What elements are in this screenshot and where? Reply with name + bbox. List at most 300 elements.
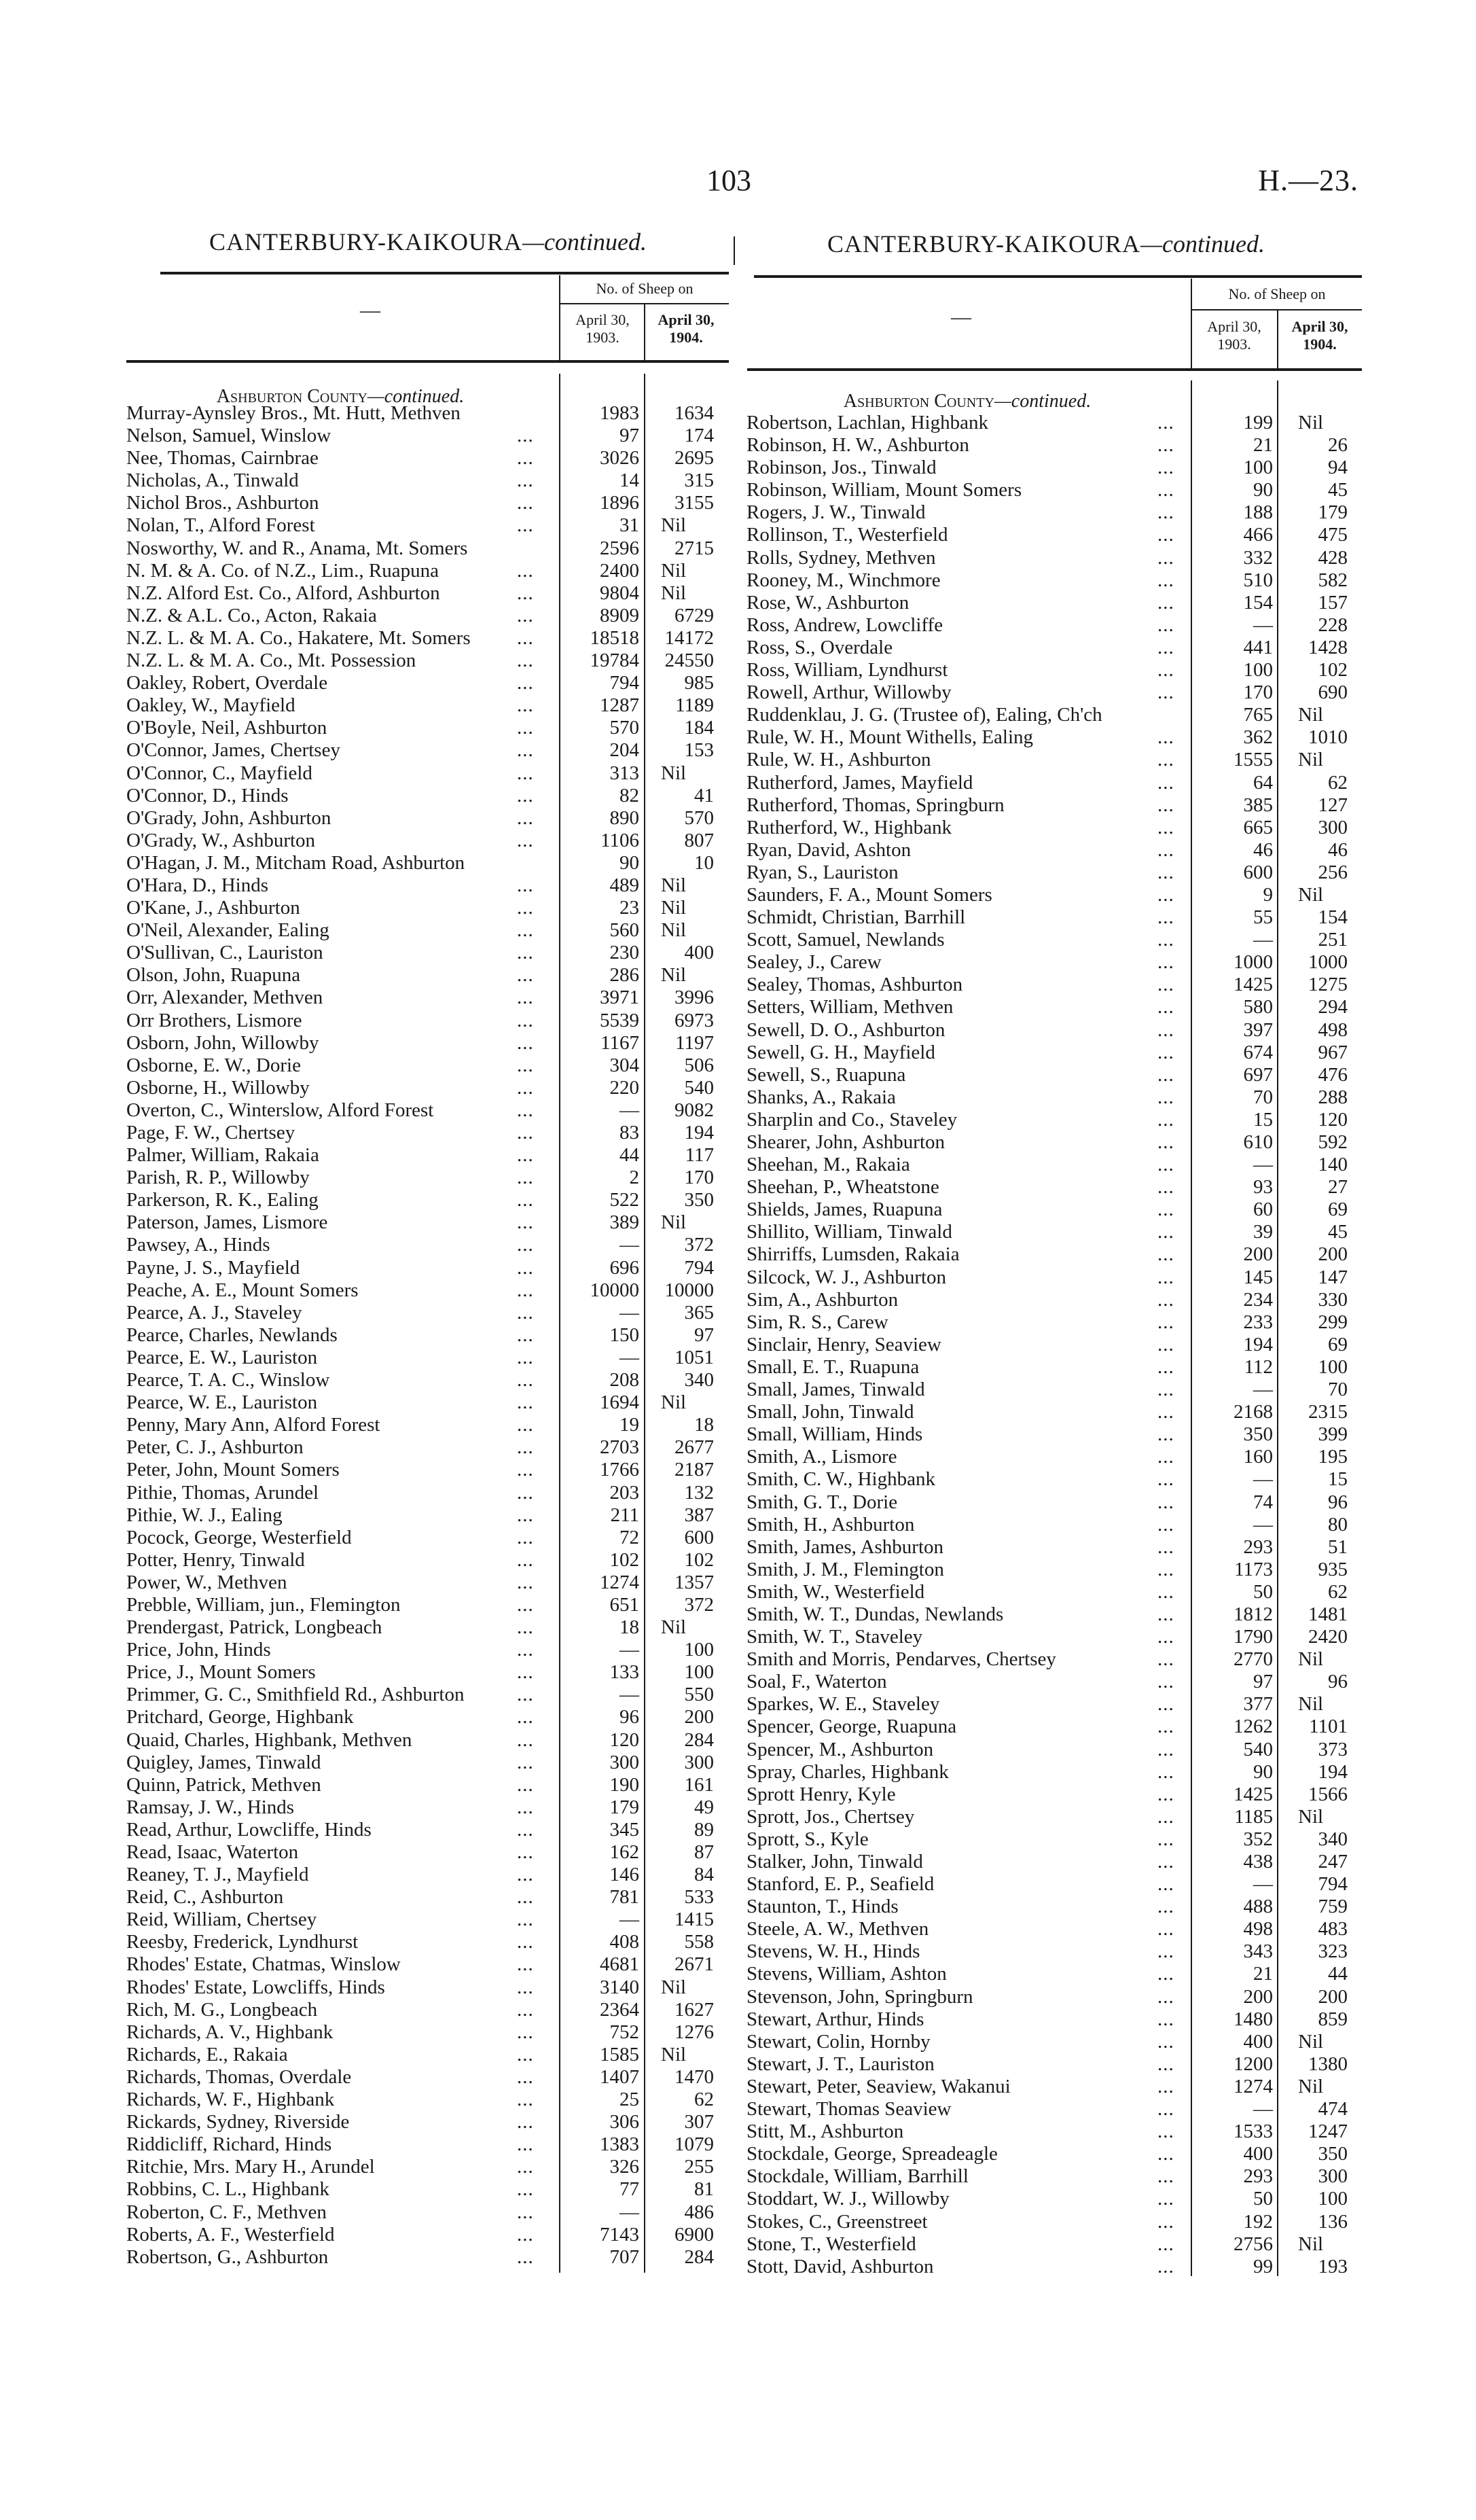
owner-name: Reid, William, Chertsey [126, 1909, 317, 1931]
dot-leader: ... [517, 1099, 534, 1121]
sheep-1903: 1533 [1234, 2120, 1273, 2143]
dot-leader: ... [1157, 1491, 1174, 1513]
owner-name: Ritchie, Mrs. Mary H., Arundel [126, 2156, 375, 2178]
sheep-1903: 25 [619, 2089, 639, 2111]
sheep-1904: Nil [661, 874, 687, 896]
dot-leader: ... [517, 1818, 534, 1841]
sheep-1903: 46 [1253, 838, 1273, 861]
dot-leader: ... [1157, 1805, 1174, 1828]
sheep-1903: 74 [1253, 1491, 1273, 1513]
sheep-1904: 1010 [1308, 726, 1348, 749]
owner-name: Smith, J. M., Flemington [746, 1558, 944, 1580]
dot-leader: ... [1157, 1131, 1174, 1153]
sheep-1904: 540 [684, 1076, 714, 1099]
sheep-1904: 483 [1318, 1918, 1348, 1940]
sheep-1903: 2703 [600, 1436, 639, 1459]
sheep-1903: 23 [619, 897, 639, 919]
table-row [746, 2031, 1365, 2053]
sheep-1904: 100 [684, 1661, 714, 1684]
col-1904-header: April 30, 1904. [658, 311, 715, 346]
table-row [746, 1356, 1365, 1379]
sheep-1903: 752 [609, 2021, 639, 2043]
table-row [746, 1693, 1365, 1716]
owner-name: Read, Isaac, Waterton [126, 1841, 299, 1863]
sheep-1904: 1000 [1308, 951, 1348, 974]
sheep-1904: 582 [1318, 569, 1348, 591]
owner-name: Pearce, Charles, Newlands [126, 1324, 338, 1346]
sheep-1904: 340 [1318, 1828, 1348, 1850]
sheep-1904: 62 [694, 2089, 714, 2111]
sheep-1904: 373 [1318, 1738, 1348, 1760]
table-row [126, 874, 731, 897]
sheep-1903: 1585 [600, 2043, 639, 2065]
owner-name: Stewart, Arthur, Hinds [746, 2008, 924, 2030]
dot-leader: ... [1157, 1558, 1174, 1580]
table-row [126, 1054, 731, 1077]
sheep-1903: 293 [1243, 2165, 1273, 2188]
table-row [126, 1414, 731, 1436]
sheep-1903: 234 [1243, 1288, 1273, 1311]
owner-name: Rogers, J. W., Tinwald [746, 501, 926, 524]
sheep-1903: 1000 [1234, 951, 1273, 974]
table-row [746, 1176, 1365, 1199]
sheep-1903: 286 [609, 964, 639, 987]
sheep-1903: — [1253, 1154, 1273, 1176]
dot-leader: ... [1157, 1940, 1174, 1963]
sheep-1904: 200 [1318, 1243, 1348, 1266]
owner-name: Robertson, Lachlan, Highbank [746, 412, 988, 433]
dot-leader: ... [517, 739, 534, 762]
sheep-1904: 399 [1318, 1423, 1348, 1446]
sheep-1904: 96 [1328, 1491, 1348, 1513]
page-column-divider [734, 236, 735, 265]
owner-name: Stevenson, John, Springburn [746, 1985, 973, 2008]
top-rule [754, 275, 1362, 278]
dot-leader: ... [1157, 726, 1174, 749]
table-row [746, 1716, 1365, 1738]
owner-name: Ryan, David, Ashton [746, 838, 912, 861]
owner-name: Stewart, Colin, Hornby [746, 2030, 931, 2053]
owner-name: Shanks, A., Rakaia [746, 1086, 896, 1108]
dot-leader: ... [517, 1931, 534, 1953]
owner-name: Ramsay, J. W., Hinds [126, 1796, 295, 1818]
sheep-1904: 6729 [674, 604, 714, 626]
owner-name: Shields, James, Ruapuna [746, 1199, 943, 1221]
table-row [126, 402, 731, 425]
table-row [126, 514, 731, 537]
owner-name: Sparkes, W. E., Staveley [746, 1693, 940, 1716]
owner-name: Rutherford, James, Mayfield [746, 771, 973, 794]
sheep-1903: 1790 [1234, 1626, 1273, 1648]
owner-name: Reid, C., Ashburton [126, 1886, 284, 1909]
owner-name: Price, John, Hinds [126, 1639, 271, 1661]
dot-leader: ... [1157, 951, 1174, 974]
dot-leader: ... [517, 2133, 534, 2156]
table-row [126, 1032, 731, 1054]
sheep-1903: 890 [609, 806, 639, 829]
owner-name: Staunton, T., Hinds [746, 1896, 899, 1918]
owner-name: Peter, John, Mount Somers [126, 1459, 340, 1481]
page-number: 103 [706, 164, 751, 197]
owner-name: Robinson, H. W., Ashburton [746, 434, 969, 457]
sheep-1904: 794 [684, 1256, 714, 1279]
dot-leader: ... [1157, 1580, 1174, 1603]
sheep-1903: 313 [609, 762, 639, 784]
dot-leader: ... [1157, 1716, 1174, 1738]
dot-leader: ... [1157, 1243, 1174, 1266]
owner-name: Pithie, Thomas, Arundel [126, 1481, 319, 1504]
sheep-1904: 475 [1318, 524, 1348, 546]
sheep-1903: 580 [1243, 996, 1273, 1018]
sheep-1903: 9 [1263, 883, 1273, 906]
dot-leader: ... [517, 829, 534, 851]
table-row [126, 447, 731, 469]
table-row [746, 2143, 1365, 2165]
sheep-1904: 69 [1328, 1333, 1348, 1355]
table-row [746, 547, 1365, 569]
title-suffix: —continued. [1140, 230, 1265, 258]
table-row [746, 1918, 1365, 1940]
sheep-1903: — [619, 2201, 639, 2223]
table-row [746, 749, 1365, 771]
sheep-1904: 120 [1318, 1108, 1348, 1131]
table-row [746, 2098, 1365, 2120]
dot-leader: ... [1157, 1760, 1174, 1783]
sheep-1904: 300 [1318, 2165, 1348, 2188]
owner-name: Prendergast, Patrick, Longbeach [126, 1616, 382, 1639]
col-1904-header: April 30, 1904. [1291, 318, 1348, 353]
sheep-1903: 90 [1253, 479, 1273, 501]
sheep-1904: 794 [1318, 1873, 1348, 1896]
dot-leader: ... [517, 1279, 534, 1301]
sheep-1904: 1634 [674, 402, 714, 424]
table-row [746, 2211, 1365, 2233]
table-row [126, 897, 731, 919]
table-row [126, 717, 731, 739]
table-row [746, 1626, 1365, 1648]
sheep-1903: — [619, 1909, 639, 1931]
sheep-1904: Nil [1298, 1693, 1324, 1716]
owner-name: Primmer, G. C., Smithfield Rd., Ashburton [126, 1684, 465, 1706]
table-row [746, 794, 1365, 817]
table-row [746, 929, 1365, 951]
owner-name: Murray-Aynsley Bros., Mt. Hutt, Methven [126, 402, 461, 424]
sheep-1903: — [1253, 1379, 1273, 1401]
owner-name: Soal, F., Waterton [746, 1671, 887, 1693]
sheep-1904: Nil [1298, 883, 1324, 906]
sheep-1903: 1896 [600, 492, 639, 514]
table-row [746, 524, 1365, 546]
sheep-1904: 46 [1328, 838, 1348, 861]
table-row [746, 1491, 1365, 1514]
sheep-1904: 15 [1328, 1468, 1348, 1491]
sheep-1903: 570 [609, 717, 639, 739]
sheep-1904: 26 [1328, 434, 1348, 457]
dot-leader: ... [1157, 1221, 1174, 1243]
owner-name: Spencer, George, Ruapuna [746, 1716, 957, 1738]
owner-name: Stevens, W. H., Hinds [746, 1940, 920, 1963]
table-row [126, 1999, 731, 2021]
owner-name: Parkerson, R. K., Ealing [126, 1189, 319, 1211]
dot-leader: ... [1157, 434, 1174, 457]
sheep-1904: 315 [684, 469, 714, 492]
owner-name: Quaid, Charles, Highbank, Methven [126, 1728, 412, 1751]
sheep-1904: 45 [1328, 1221, 1348, 1243]
sheep-1903: 7143 [600, 2223, 639, 2246]
dot-leader: ... [1157, 636, 1174, 658]
sheep-1903: 44 [619, 1144, 639, 1167]
sheep-1903: 1425 [1234, 974, 1273, 996]
owner-name: Small, William, Hinds [746, 1423, 923, 1446]
table-row [746, 2076, 1365, 2098]
dot-leader: ... [1157, 1311, 1174, 1333]
table-row [746, 1086, 1365, 1109]
table-row [746, 1896, 1365, 1918]
table-row [746, 569, 1365, 592]
sheep-1903: 230 [609, 942, 639, 964]
dot-leader: ... [1157, 2143, 1174, 2165]
sheep-1903: 377 [1243, 1693, 1273, 1716]
sheep-1904: Nil [1298, 412, 1324, 433]
sheep-1904: Nil [661, 919, 687, 942]
sheep-1903: — [619, 1684, 639, 1706]
owner-name: Sewell, S., Ruapuna [746, 1063, 906, 1086]
sheep-1903: 385 [1243, 794, 1273, 816]
table-row [746, 1828, 1365, 1851]
owner-name: Rutherford, Thomas, Springburn [746, 794, 1005, 816]
sheep-1904: 807 [684, 829, 714, 851]
dot-leader: ... [1157, 2188, 1174, 2210]
table-row [746, 1446, 1365, 1468]
table-row [126, 1391, 731, 1414]
owner-name: O'Hagan, J. M., Mitcham Road, Ashburton [126, 851, 465, 874]
sheep-1903: 97 [1253, 1671, 1273, 1693]
owner-name: Smith, W., Westerfield [746, 1580, 925, 1603]
dot-leader: ... [517, 2223, 534, 2246]
owner-name: O'Hara, D., Hinds [126, 874, 268, 896]
table-row [126, 1099, 731, 1122]
sheep-1903: 651 [609, 1593, 639, 1616]
sheep-1903: 102 [609, 1548, 639, 1571]
dot-leader: ... [517, 2089, 534, 2111]
table-row [126, 1841, 731, 1864]
sheep-1904: 45 [1328, 479, 1348, 501]
sheep-1904: 330 [1318, 1288, 1348, 1311]
sheep-1903: 306 [609, 2111, 639, 2133]
sheep-1903: 150 [609, 1324, 639, 1346]
dot-leader: ... [1157, 1963, 1174, 1985]
sheep-1904: 179 [1318, 501, 1348, 524]
section-heading [746, 391, 1188, 412]
table-row [126, 1729, 731, 1752]
table-row [126, 785, 731, 807]
dot-leader: ... [1157, 1626, 1174, 1648]
table-row [126, 1931, 731, 1953]
sheep-1904: 228 [1318, 614, 1348, 636]
dot-leader: ... [517, 964, 534, 987]
right-table-title [747, 230, 1345, 258]
table-row [126, 852, 731, 874]
dot-leader: ... [517, 1301, 534, 1324]
sheep-1903: — [619, 1234, 639, 1256]
sheep-1904: 1470 [674, 2065, 714, 2088]
sheep-1904: 100 [684, 1639, 714, 1661]
group-header: No. of Sheep on [1228, 285, 1326, 302]
sheep-1904: 51 [1328, 1536, 1348, 1558]
sheep-1903: 794 [609, 672, 639, 694]
dot-leader: ... [517, 2156, 534, 2178]
sheep-1904: 62 [1328, 1580, 1348, 1603]
owner-name: Smith, C. W., Highbank [746, 1468, 935, 1491]
owner-name: Smith and Morris, Pendarves, Chertsey [746, 1648, 1056, 1671]
owner-name: Stewart, J. T., Lauriston [746, 2053, 935, 2075]
sheep-1903: 19784 [590, 650, 639, 672]
table-row [126, 1886, 731, 1909]
dot-leader: ... [1157, 412, 1174, 433]
sheep-1904: 161 [684, 1773, 714, 1796]
owner-name: Page, F. W., Chertsey [126, 1122, 295, 1143]
table-row [746, 614, 1365, 637]
sheep-1903: 83 [619, 1122, 639, 1143]
sheep-1903: 438 [1243, 1851, 1273, 1873]
owner-name: Peter, C. J., Ashburton [126, 1436, 304, 1459]
sheep-1903: 1274 [600, 1571, 639, 1593]
dot-leader: ... [517, 987, 534, 1009]
sheep-1904: Nil [661, 1976, 687, 1998]
table-row [126, 1010, 731, 1032]
sheep-1904: 372 [684, 1234, 714, 1256]
sheep-1903: 707 [609, 2246, 639, 2268]
owner-name: Pritchard, George, Highbank [126, 1706, 354, 1728]
name-column-header: — [951, 306, 971, 328]
sheep-1903: 179 [609, 1796, 639, 1818]
owner-name: Pithie, W. J., Ealing [126, 1504, 283, 1526]
table-row [746, 1221, 1365, 1243]
sheep-1904: 1101 [1309, 1716, 1348, 1738]
dot-leader: ... [1157, 883, 1174, 906]
table-row [746, 862, 1365, 884]
sheep-1904: 24550 [664, 650, 714, 672]
sheep-1904: 284 [684, 1728, 714, 1751]
sheep-1903: 1480 [1234, 2008, 1273, 2030]
sheep-1904: 14172 [664, 626, 714, 649]
owner-name: Paterson, James, Lismore [126, 1211, 328, 1234]
sheep-1904: 3996 [674, 987, 714, 1009]
dot-leader: ... [1157, 1355, 1174, 1378]
table-row [126, 2178, 731, 2201]
sheep-1903: 2770 [1234, 1648, 1273, 1671]
dot-leader: ... [517, 942, 534, 964]
sheep-1904: 140 [1318, 1154, 1348, 1176]
sheep-1904: Nil [1298, 749, 1324, 771]
table-row [126, 942, 731, 964]
table-row [126, 2066, 731, 2089]
sheep-1904: 27 [1328, 1176, 1348, 1199]
dot-leader: ... [517, 1526, 534, 1548]
sheep-1903: 3026 [600, 447, 639, 469]
sheep-1903: 200 [1243, 1243, 1273, 1266]
owner-name: Rickards, Sydney, Riverside [126, 2111, 350, 2133]
top-rule [160, 272, 729, 274]
sheep-1904: 284 [684, 2246, 714, 2268]
sheep-1903: 400 [1243, 2143, 1273, 2165]
owner-name: Richards, W. F., Highbank [126, 2089, 335, 2111]
dot-leader: ... [517, 492, 534, 514]
dot-leader: ... [517, 1998, 534, 2021]
table-row [746, 1401, 1365, 1423]
dot-leader: ... [517, 1706, 534, 1728]
owner-name: Reaney, T. J., Mayfield [126, 1864, 309, 1886]
table-row [746, 951, 1365, 974]
dot-leader: ... [1157, 1176, 1174, 1199]
table-row [746, 1940, 1365, 1963]
dot-leader: ... [517, 2021, 534, 2043]
sheep-1903: — [619, 1099, 639, 1121]
owner-name: Stokes, C., Greenstreet [746, 2210, 928, 2233]
sheep-1903: 1106 [600, 829, 639, 851]
sheep-1904: 1197 [675, 1031, 714, 1054]
owner-name: N.Z. L. & M. A. Co., Hakatere, Mt. Somers [126, 626, 471, 649]
owner-name: Stewart, Thomas Seaview [746, 2098, 952, 2120]
sheep-1903: 3971 [600, 987, 639, 1009]
owner-name: Rule, W. H., Mount Withells, Ealing [746, 726, 1034, 749]
sheep-1904: Nil [1298, 2030, 1324, 2053]
dot-leader: ... [517, 1076, 534, 1099]
dot-leader: ... [517, 604, 534, 626]
dot-leader: ... [1157, 1063, 1174, 1086]
sheep-1904: 2671 [674, 1953, 714, 1976]
sheep-1904: 170 [684, 1167, 714, 1189]
table-row [126, 1953, 731, 1976]
sheep-1904: Nil [661, 762, 687, 784]
dot-leader: ... [1157, 2008, 1174, 2030]
owner-name: Smith, A., Lismore [746, 1446, 897, 1468]
sheep-1904: 365 [684, 1301, 714, 1324]
sheep-1903: 781 [609, 1886, 639, 1909]
owner-name: Nelson, Samuel, Winslow [126, 425, 331, 447]
column-divider [1277, 310, 1278, 368]
table-row [126, 605, 731, 627]
left-table-body [126, 402, 731, 2269]
owner-name: Sprott, Jos., Chertsey [746, 1805, 915, 1828]
sheep-1903: 1983 [600, 402, 639, 424]
sheep-1903: — [1253, 1468, 1273, 1491]
table-row [126, 2156, 731, 2178]
table-row [126, 582, 731, 605]
table-row [126, 2044, 731, 2066]
dot-leader: ... [1157, 1536, 1174, 1558]
table-row [746, 1468, 1365, 1491]
sheep-1904: 372 [684, 1593, 714, 1616]
sheep-1903: 522 [609, 1189, 639, 1211]
owner-name: N.Z. Alford Est. Co., Alford, Ashburton [126, 582, 440, 604]
owner-name: Rolls, Sydney, Methven [746, 546, 936, 569]
table-row [746, 479, 1365, 501]
dot-leader: ... [1157, 681, 1174, 704]
sheep-1903: 90 [1253, 1760, 1273, 1783]
table-row [746, 1873, 1365, 1896]
dot-leader: ... [517, 1909, 534, 1931]
owner-name: Pearce, E. W., Lauriston [126, 1346, 318, 1368]
dot-leader: ... [1157, 1154, 1174, 1176]
sheep-1903: — [1253, 2098, 1273, 2120]
sheep-1903: 2364 [600, 1998, 639, 2021]
dot-leader: ... [517, 1391, 534, 1414]
owner-name: Stalker, John, Tinwald [746, 1851, 923, 1873]
sheep-1903: 1173 [1234, 1558, 1273, 1580]
sheep-1904: 200 [684, 1706, 714, 1728]
dot-leader: ... [517, 1031, 534, 1054]
